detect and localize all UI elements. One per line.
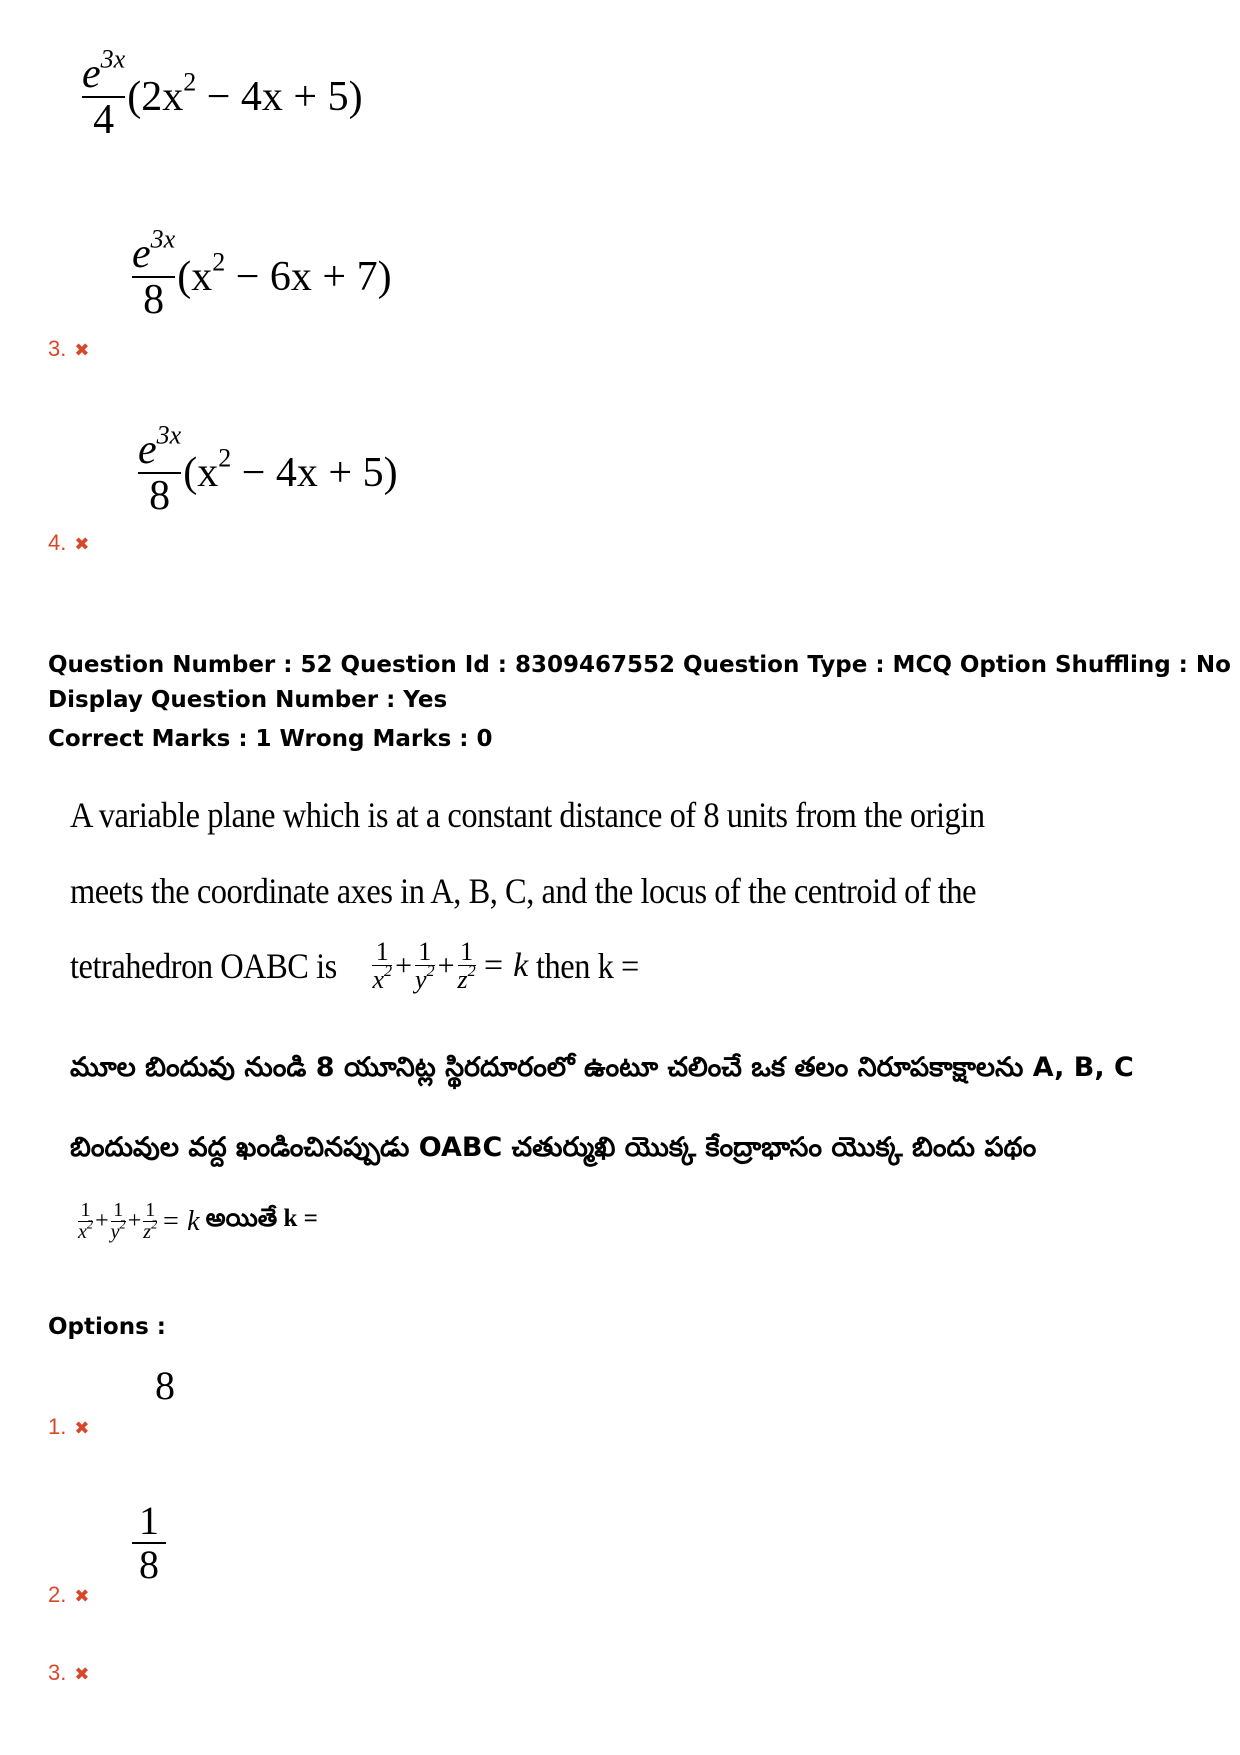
telugu-text-line-3: $\frac{1}{x^2}$ + $\frac{1}{y^2}$ + $\frac{1}{z^2}$ = k అయితే k = [78,1199,318,1243]
prev-option-4-marker [48,530,89,556]
cross-icon: ✖ [74,340,90,361]
cross-icon: ✖ [74,1586,90,1607]
question-meta-line-3: Correct Marks : 1 Wrong Marks : 0 [48,726,493,752]
prev-option-4-expression: $\frac{e^{3x}}{8}$ $(x^2 - 4x + 5)$ [138,420,398,520]
option-2-value[interactable]: $\frac{1}{8}$ [132,1500,166,1586]
option-number: 2. [48,1582,67,1607]
options-label: Options : [48,1314,166,1340]
cross-icon: ✖ [74,1664,90,1685]
prev-option-2-expression: $\frac{e^{3x}}{4}$ $(2x^2 - 4x + 5)$ [82,44,363,144]
telugu-text-line-1: మూల బిందువు నుండి 8 యూనిట్ల స్థిరదూరంలో ఉంటూ చలించే ఒక తలం నిరూపకాక్షాలను A, B, C [70,1052,1134,1083]
equation: $\frac{1}{x^2}$ + $\frac{1}{y^2}$ + $\frac{1}{z^2}$ = k [78,1199,200,1243]
option-number: 3. [48,1660,67,1685]
equation: $\frac{1}{x^2}$ + $\frac{1}{y^2}$ + $\frac{1}{z^2}$ = k [372,937,529,995]
question-text-line-2: meets the coordinate axes in A, B, C, and the locus of the centroid of the [70,871,977,911]
option-3-marker [48,1660,89,1686]
question-text-line-1: A variable plane which is at a constant distance of 8 units from the origin [70,795,985,835]
option-2-marker [48,1582,89,1608]
option-number: 4. [48,530,67,555]
option-1-value[interactable]: 8 [155,1363,175,1408]
telugu-text-line-2: బిందువుల వద్ద ఖండించినప్పుడు OABC చతుర్ముఖి యొక్క కేంద్రాభాసం యొక్క బిందు పథం [70,1132,1037,1163]
prev-option-3-expression: $\frac{e^{3x}}{8}$ $(x^2 - 6x + 7)$ [132,224,392,324]
prev-option-3-marker [48,336,89,362]
question-meta-line-1: Question Number : 52 Question Id : 8309467552 Question Type : MCQ Option Shuffling : No [48,652,1231,678]
question-meta-line-2: Display Question Number : Yes [48,687,448,713]
option-1-marker [48,1414,89,1440]
cross-icon: ✖ [74,534,90,555]
question-text-line-3: tetrahedron OABC is $\frac{1}{x^2}$ + $\frac{1}{y^2}$ + $\frac{1}{z^2}$ = k then k = [70,937,640,995]
cross-icon: ✖ [74,1418,90,1439]
option-number: 3. [48,336,67,361]
option-number: 1. [48,1414,67,1439]
